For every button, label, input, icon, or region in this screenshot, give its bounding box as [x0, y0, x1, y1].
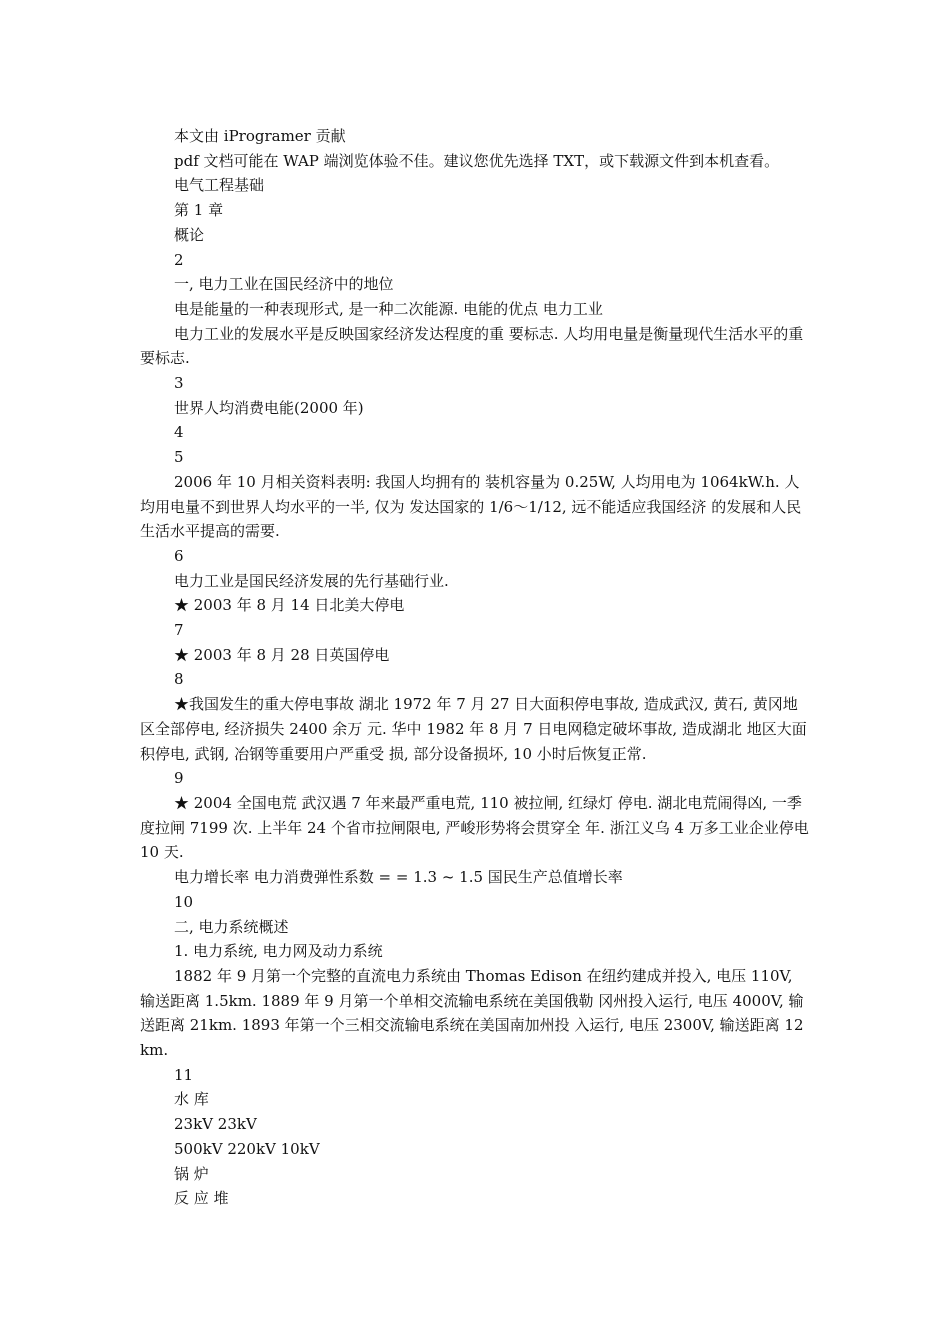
slide-number: 11	[174, 1065, 194, 1084]
paragraph: 电力工业是国民经济发展的先行基础行业.	[174, 571, 449, 590]
slide-number: 5	[174, 448, 184, 467]
paragraph: 世界人均消费电能(2000 年)	[174, 398, 364, 417]
section-heading: 一, 电力工业在国民经济中的地位	[174, 275, 394, 294]
format-notice: pdf 文档可能在 WAP 端浏览体验不佳。建议您优先选择 TXT，或下载源文件到本机查看。	[174, 151, 780, 170]
diagram-label: 23kV 23kV	[174, 1115, 257, 1134]
slide-number: 3	[174, 374, 184, 393]
diagram-label: 反 应 堆	[174, 1189, 229, 1208]
paragraph: 1882 年 9 月第一个完整的直流电力系统由 Thomas Edison 在纽约建成并投入, 电压 110V, 输送距离 1.5km. 1889 年 9 月第一个单相交流输电系统在美国俄勒 冈州投入运行, 电压 4000V, 输送距离 21km. 1893 年第一个三相交流输电系统在美国南加州投 入运行, 电压 2300V, 输送距离 12km.	[140, 966, 804, 1060]
diagram-label: 500kV 220kV 10kV	[174, 1139, 320, 1158]
section-heading: 二, 电力系统概述	[174, 917, 289, 936]
chapter-title: 概论	[174, 225, 205, 244]
paragraph: 2006 年 10 月相关资料表明: 我国人均拥有的 装机容量为 0.25W, 人均用电为 1064kW.h. 人均用电量不到世界人均水平的一半, 仅为 发达国家的 1/6～1/12, 远不能适应我国经济 的发展和人民生活水平提高的需要.	[140, 472, 802, 541]
slide-number: 8	[174, 670, 184, 689]
slide-number: 6	[174, 546, 184, 565]
slide-number: 9	[174, 769, 184, 788]
bullet-item: ★ 2003 年 8 月 14 日北美大停电	[174, 596, 405, 615]
slide-number: 4	[174, 423, 184, 442]
contributor-line: 本文由 iProgramer 贡献	[174, 127, 346, 145]
document-title: 电气工程基础	[174, 176, 265, 195]
paragraph: 电是能量的一种表现形式, 是一种二次能源. 电能的优点 电力工业	[174, 299, 603, 318]
diagram-label: 锅 炉	[174, 1164, 209, 1183]
slide-number: 7	[174, 621, 184, 640]
paragraph: 电力工业的发展水平是反映国家经济发达程度的重 要标志. 人均用电量是衡量现代生活水平的重要标志.	[140, 324, 804, 368]
formula-line: 电力增长率 电力消费弹性系数 = = 1.3 ~ 1.5 国民生产总值增长率	[174, 868, 623, 887]
bullet-item: ★ 2003 年 8 月 28 日英国停电	[174, 645, 390, 664]
chapter-number: 第 1 章	[174, 201, 224, 220]
bullet-item: ★我国发生的重大停电事故 湖北 1972 年 7 月 27 日大面积停电事故, 造成武汉, 黄石, 黄冈地区全部停电, 经济损失 2400 余万 元. 华中 1982 年 8 月 7 日电网稳定破坏事故, 造成湖北 地区大面积停电, 武钢, 冶钢等重要用户严重受 损, 部分设备损坏, 10 小时后恢复正常.	[140, 695, 807, 763]
slide-number: 10	[174, 892, 194, 911]
subsection-heading: 1. 电力系统, 电力网及动力系统	[174, 942, 383, 961]
bullet-item: ★ 2004 全国电荒 武汉遇 7 年来最严重电荒, 110 被拉闸, 红绿灯 停电. 湖北电荒闹得凶, 一季度拉闸 7199 次. 上半年 24 个省市拉闸限电, 严峻形势将会贯穿全 年. 浙江义乌 4 万多工业企业停电 10 天.	[140, 793, 809, 862]
diagram-label: 水 库	[174, 1090, 209, 1109]
document-body	[140, 124, 812, 1211]
slide-number: 2	[174, 250, 184, 269]
